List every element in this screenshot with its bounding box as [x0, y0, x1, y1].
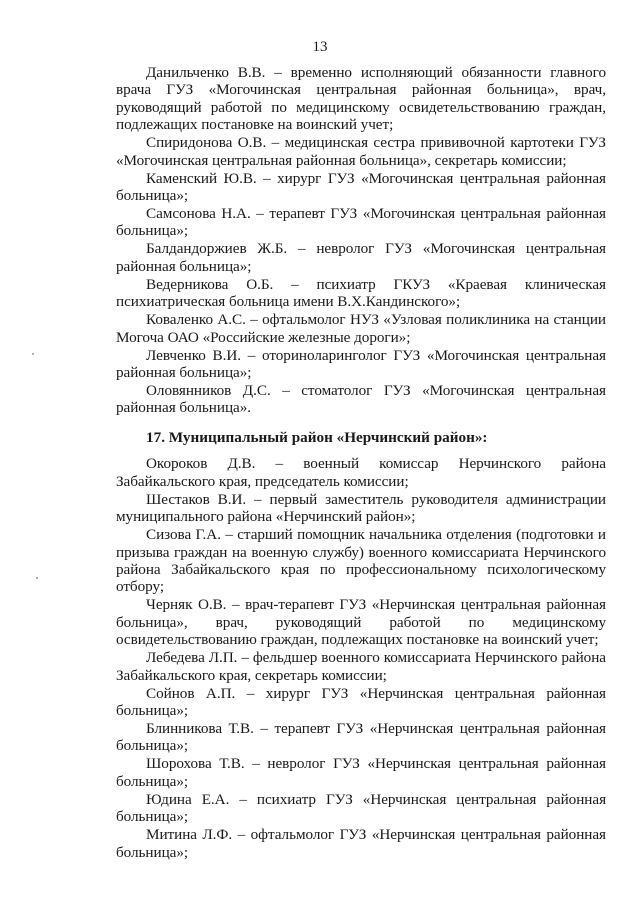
commission-member: Самсонова Н.А. – терапевт ГУЗ «Могочинская центральная районная больница»;: [116, 205, 606, 240]
commission-member: Сойнов А.П. – хирург ГУЗ «Нерчинская центральная районная больница»;: [116, 684, 606, 719]
commission-member: Коваленко А.С. – офтальмолог НУЗ «Узловая поликлиника на станции Могоча ОАО «Российские железные дороги»;: [116, 311, 606, 346]
page-number: 13: [312, 39, 328, 55]
commission-member: Митина Л.Ф. – офтальмолог ГУЗ «Нерчинская центральная районная больница»;: [116, 826, 606, 861]
commission-member: Ведерникова О.Б. – психиатр ГКУЗ «Краевая клиническая психиатрическая больница имени В.Х.Кандинского»;: [116, 275, 606, 311]
commission-member: Оловянников Д.С. – стоматолог ГУЗ «Могочинская центральная районная больница».: [116, 382, 606, 417]
commission-member: Окороков Д.В. – военный комиссар Нерчинского района Забайкальского края, председатель комиссии;: [116, 455, 606, 490]
scan-speck: [32, 353, 34, 355]
commission-member: Сизова Г.А. – старший помощник начальника отделения (подготовки и призыва граждан на военную службу) военного комиссариата Нерчинского района Забайкальского края по профессиональному психологическому отбору;: [116, 526, 606, 596]
document-body: [116, 64, 606, 862]
commission-member: Блинникова Т.В. – терапевт ГУЗ «Нерчинская центральная районная больница»;: [116, 719, 606, 755]
commission-member: Шестаков В.И. – первый заместитель руководителя администрации муниципального района «Нерчинский район»;: [116, 490, 606, 526]
commission-member: Шорохова Т.В. – невролог ГУЗ «Нерчинская центральная районная больница»;: [116, 755, 606, 790]
commission-member: Лебедева Л.П. – фельдшер военного комиссариата Нерчинского района Забайкальского края, секретарь комиссии;: [116, 649, 606, 684]
commission-member: Балдандоржиев Ж.Б. – невролог ГУЗ «Могочинская центральная районная больница»;: [116, 240, 606, 275]
commission-member: Спиридонова О.В. – медицинская сестра прививочной картотеки ГУЗ «Могочинская центральная районная больница», секретарь комиссии;: [116, 134, 606, 169]
commission-member: Данильченко В.В. – временно исполняющий обязанности главного врача ГУЗ «Могочинская центральная районная больница», врач, руководящий работой по медицинскому освидетельствованию граждан, подлежащих постановке на воинский учет;: [116, 64, 606, 134]
commission-member: Левченко В.И. – оториноларинголог ГУЗ «Могочинская центральная районная больница»;: [116, 346, 606, 382]
commission-member: Юдина Е.А. – психиатр ГУЗ «Нерчинская центральная районная больница»;: [116, 790, 606, 826]
scan-speck: [36, 577, 38, 579]
section-heading: 17. Муниципальный район «Нерчинский район»:: [146, 428, 488, 446]
commission-member: Черняк О.В. – врач-терапевт ГУЗ «Нерчинская центральная районная больница», врач, руководящий работой по медицинскому освидетельствованию граждан, подлежащих постановке на воинский учет;: [116, 596, 606, 649]
commission-member: Каменский Ю.В. – хирург ГУЗ «Могочинская центральная районная больница»;: [116, 169, 606, 205]
